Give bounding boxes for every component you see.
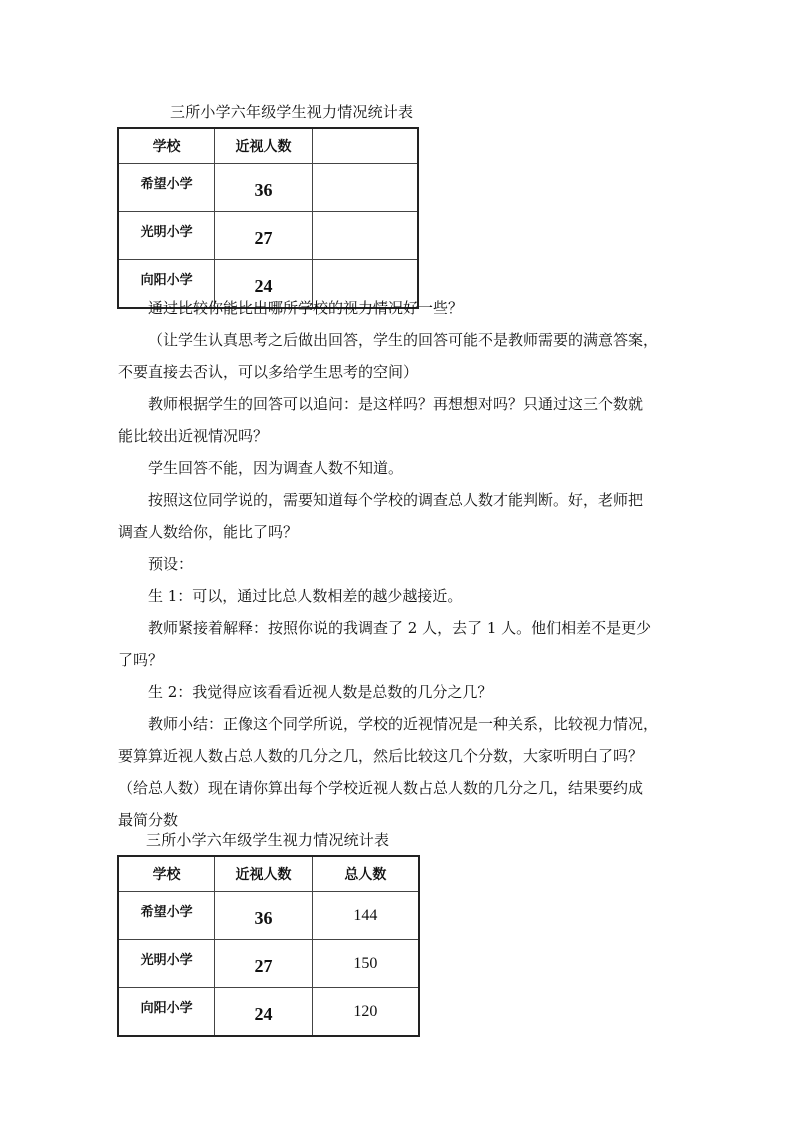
table1-header-school: 学校 (118, 128, 215, 164)
table-row (118, 940, 419, 988)
table2-header-myopia: 近视人数 (215, 856, 313, 892)
table1-header-empty (312, 128, 418, 164)
table2-header-total: 总人数 (312, 856, 419, 892)
paragraph-question: 通过比较你能比出哪所学校的视力情况好一些？ (148, 299, 464, 317)
total-count: 150 (312, 940, 419, 988)
paragraph-teacher-line2: 调查人数给你，能比了吗？ (118, 523, 299, 541)
total-count (312, 212, 418, 260)
paragraph-student-answer: 学生回答不能，因为调查人数不知道。 (148, 459, 404, 477)
school-name: 向阳小学 (118, 988, 215, 1037)
total-count: 120 (312, 988, 419, 1037)
school-name: 希望小学 (118, 892, 215, 940)
paragraph-teacher-line1: 按照这位同学说的，需要知道每个学校的调查总人数才能判断。好，老师把 (148, 491, 644, 509)
table2-caption: 三所小学六年级学生视力情况统计表 (146, 831, 390, 849)
table2 (117, 855, 420, 1037)
paragraph-explain-line1: 教师紧接着解释：按照你说的我调查了 2 人，去了 1 人。他们相差不是更少 (148, 619, 652, 637)
paragraph-explain-line2: 了吗？ (118, 651, 164, 669)
total-count: 144 (312, 892, 419, 940)
paragraph-note-line2: 不要直接去否认，可以多给学生思考的空间） (118, 363, 419, 381)
school-name: 希望小学 (118, 164, 215, 212)
myopia-count: 27 (215, 940, 313, 988)
table1-header-myopia: 近视人数 (215, 128, 313, 164)
myopia-count: 24 (215, 260, 313, 309)
table2-header-row (118, 856, 419, 892)
table2-header-school: 学校 (118, 856, 215, 892)
lesson-text (118, 292, 676, 836)
paragraph-followup-line1: 教师根据学生的回答可以追问：是这样吗？再想想对吗？只通过这三个数就 (148, 395, 644, 413)
total-count (312, 164, 418, 212)
myopia-count: 36 (215, 164, 313, 212)
paragraph-preset: 预设： (148, 555, 194, 573)
myopia-count: 36 (215, 892, 313, 940)
table-row (118, 164, 418, 212)
table-row (118, 212, 418, 260)
table-row (118, 892, 419, 940)
table-row (118, 988, 419, 1037)
paragraph-summary-line1: 教师小结：正像这个同学所说，学校的近视情况是一种关系，比较视力情况， (148, 715, 659, 733)
paragraph-student1: 生 1：可以，通过比总人数相差的越少越接近。 (148, 587, 463, 605)
paragraph-summary-line3: （给总人数）现在请你算出每个学校近视人数占总人数的几分之几，结果要约成 (118, 779, 644, 797)
school-name: 光明小学 (118, 212, 215, 260)
paragraph-summary-line4: 最简分数 (118, 811, 179, 829)
paragraph-student2: 生 2：我觉得应该看看近视人数是总数的几分之几？ (148, 683, 493, 701)
myopia-count: 24 (215, 988, 313, 1037)
school-name: 光明小学 (118, 940, 215, 988)
table1-header-row (118, 128, 418, 164)
paragraph-followup-line2: 能比较出近视情况吗？ (118, 427, 269, 445)
school-name: 向阳小学 (118, 260, 215, 309)
myopia-count: 27 (215, 212, 313, 260)
paragraph-note-line1: （让学生认真思考之后做出回答，学生的回答可能不是教师需要的满意答案， (148, 331, 659, 349)
paragraph-summary-line2: 要算算近视人数占总人数的几分之几，然后比较这几个分数，大家听明白了吗？ (118, 747, 644, 765)
table1 (117, 127, 419, 309)
table1-caption: 三所小学六年级学生视力情况统计表 (170, 103, 414, 121)
